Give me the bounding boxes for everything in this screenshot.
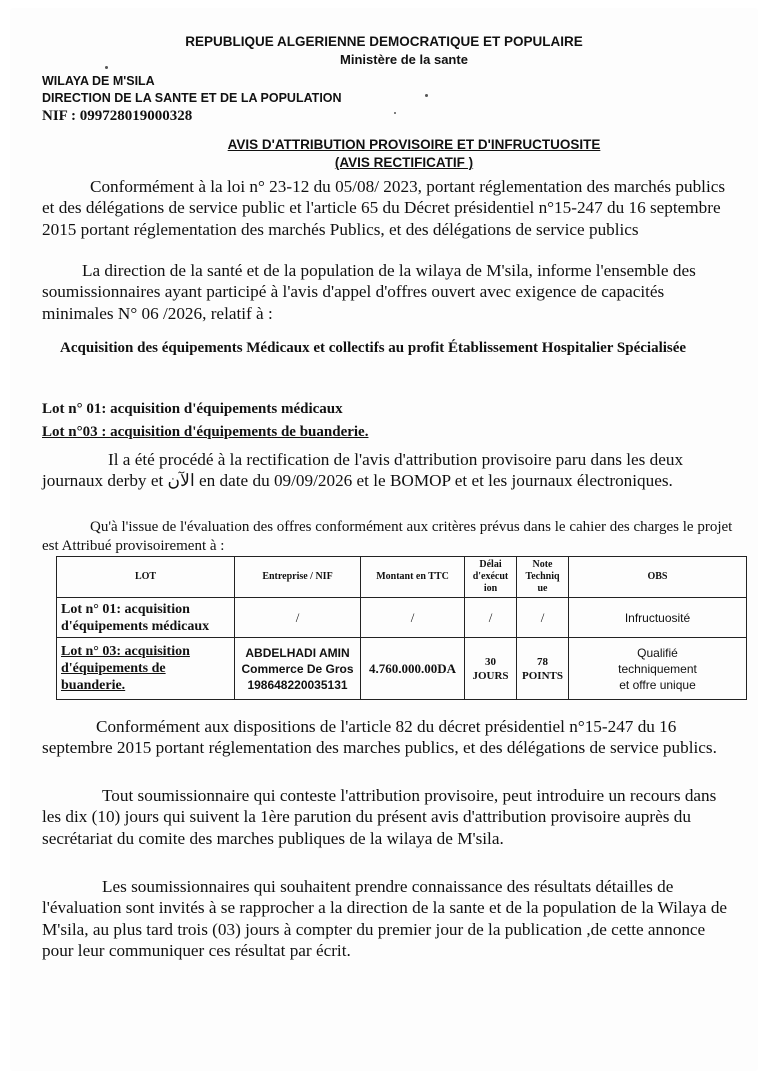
attribution-table bbox=[56, 556, 747, 700]
row-obs bbox=[569, 638, 747, 700]
notice-title: AVIS D'ATTRIBUTION PROVISOIRE ET D'INFRUCTUOSITE bbox=[227, 137, 601, 152]
entreprise-type: Commerce De Gros bbox=[241, 661, 354, 676]
nif-number: NIF : 099728019000328 bbox=[42, 108, 193, 124]
document-page bbox=[10, 8, 758, 1071]
note-value: 78 bbox=[537, 655, 548, 668]
obs-line: Qualifié bbox=[637, 645, 678, 660]
obs-line: techniquement bbox=[618, 661, 697, 676]
recourse-paragraph: Tout soumissionnaire qui conteste l'attribution provisoire, peut introduire un recours dans les dix (10) jours qui suivent la 1ère parution du présent avis d'attribution provisoire auprès du secrétariat du comite des marches publiques de la wilaya de M'sila. bbox=[42, 786, 717, 848]
obs-line: et offre unique bbox=[619, 677, 696, 692]
row-lot: Lot n° 03: acquisition d'équipements de buanderie. bbox=[57, 638, 235, 700]
row-lot: Lot n° 01: acquisition d'équipements médicaux bbox=[57, 598, 235, 638]
delai-value: 30 bbox=[485, 655, 496, 668]
wilaya-header: WILAYA DE M'SILA bbox=[42, 74, 155, 88]
header-lot: LOT bbox=[57, 557, 235, 598]
row-obs: Infructuosité bbox=[569, 598, 747, 638]
direction-notice-paragraph: La direction de la santé et de la population de la wilaya de M'sila, informe l'ensemble des soumissionnaires ayant participé à l'avis d'appel d'offres ouvert avec exigence de capacités minimales N° 06 /2026, relatif à : bbox=[42, 261, 696, 323]
header-delai: Délai d'exécut ion bbox=[465, 557, 517, 598]
row-note: / bbox=[517, 598, 569, 638]
republic-header: REPUBLIQUE ALGERIENNE DEMOCRATIQUE ET POPULAIRE bbox=[185, 34, 583, 49]
header-note: Note Techniq ue bbox=[517, 557, 569, 598]
entreprise-name: ABDELHADI AMIN bbox=[245, 645, 350, 660]
lot-03-heading: Lot n°03 : acquisition d'équipements de buanderie. bbox=[42, 424, 369, 440]
scan-speck bbox=[394, 112, 396, 114]
results-paragraph: Les soumissionnaires qui souhaitent prendre connaissance des résultats détailles de l'évaluation sont invités à se rapprocher a la direction de la sante et de la population de la Wilaya de M'sila, au plus tard trois (03) jours à compter du premier jour de la publication ,de cette annonce pour leur communiquer ces résultat par écrit. bbox=[42, 877, 728, 960]
row-note bbox=[517, 638, 569, 700]
row-montant: 4.760.000.00DA bbox=[361, 638, 465, 700]
table-row bbox=[57, 598, 747, 638]
header-obs: OBS bbox=[569, 557, 747, 598]
evaluation-paragraph: Qu'à l'issue de l'évaluation des offres conformément aux critères prévus dans le cahier des charges le projet est Attribué provisoirement à : bbox=[42, 519, 733, 554]
row-entreprise bbox=[235, 638, 361, 700]
lot-01-heading: Lot n° 01: acquisition d'équipements médicaux bbox=[42, 401, 343, 417]
direction-header: DIRECTION DE LA SANTE ET DE LA POPULATION bbox=[42, 91, 342, 105]
note-unit: POINTS bbox=[522, 669, 563, 682]
tender-subject: Acquisition des équipements Médicaux et collectifs au profit Établissement Hospitalier Spécialisée bbox=[60, 340, 687, 356]
row-entreprise: / bbox=[235, 598, 361, 638]
entreprise-nif: 198648220035131 bbox=[247, 677, 348, 692]
notice-subtitle: (AVIS RECTIFICATIF ) bbox=[334, 155, 474, 170]
header-montant: Montant en TTC bbox=[361, 557, 465, 598]
legal-basis-paragraph: Conformément à la loi n° 23-12 du 05/08/ 2023, portant réglementation des marchés publics et des délégations de service public et l'article 65 du Décret présidentiel n°15-247 du 16 septembre 2015 portant réglementation des marchés Publics, et des délégations de service publics bbox=[42, 177, 726, 239]
scan-speck bbox=[425, 94, 428, 97]
table-header-row bbox=[57, 557, 747, 598]
header-entreprise: Entreprise / NIF bbox=[235, 557, 361, 598]
rectification-paragraph: Il a été procédé à la rectification de l'avis d'attribution provisoire paru dans les deux journaux derby et الآن en date du 09/09/2026 et le BOMOP et et les journaux électroniques. bbox=[42, 450, 684, 491]
scan-speck bbox=[105, 66, 108, 69]
row-delai bbox=[465, 638, 517, 700]
article-82-paragraph: Conformément aux dispositions de l'article 82 du décret présidentiel n°15-247 du 16 septembre 2015 portant réglementation des marches publics, et des délégations de service publics. bbox=[42, 717, 717, 758]
table-row bbox=[57, 638, 747, 700]
delai-unit: JOURS bbox=[472, 669, 509, 682]
ministry-header: Ministère de la sante bbox=[340, 52, 468, 67]
row-delai: / bbox=[465, 598, 517, 638]
row-montant: / bbox=[361, 598, 465, 638]
